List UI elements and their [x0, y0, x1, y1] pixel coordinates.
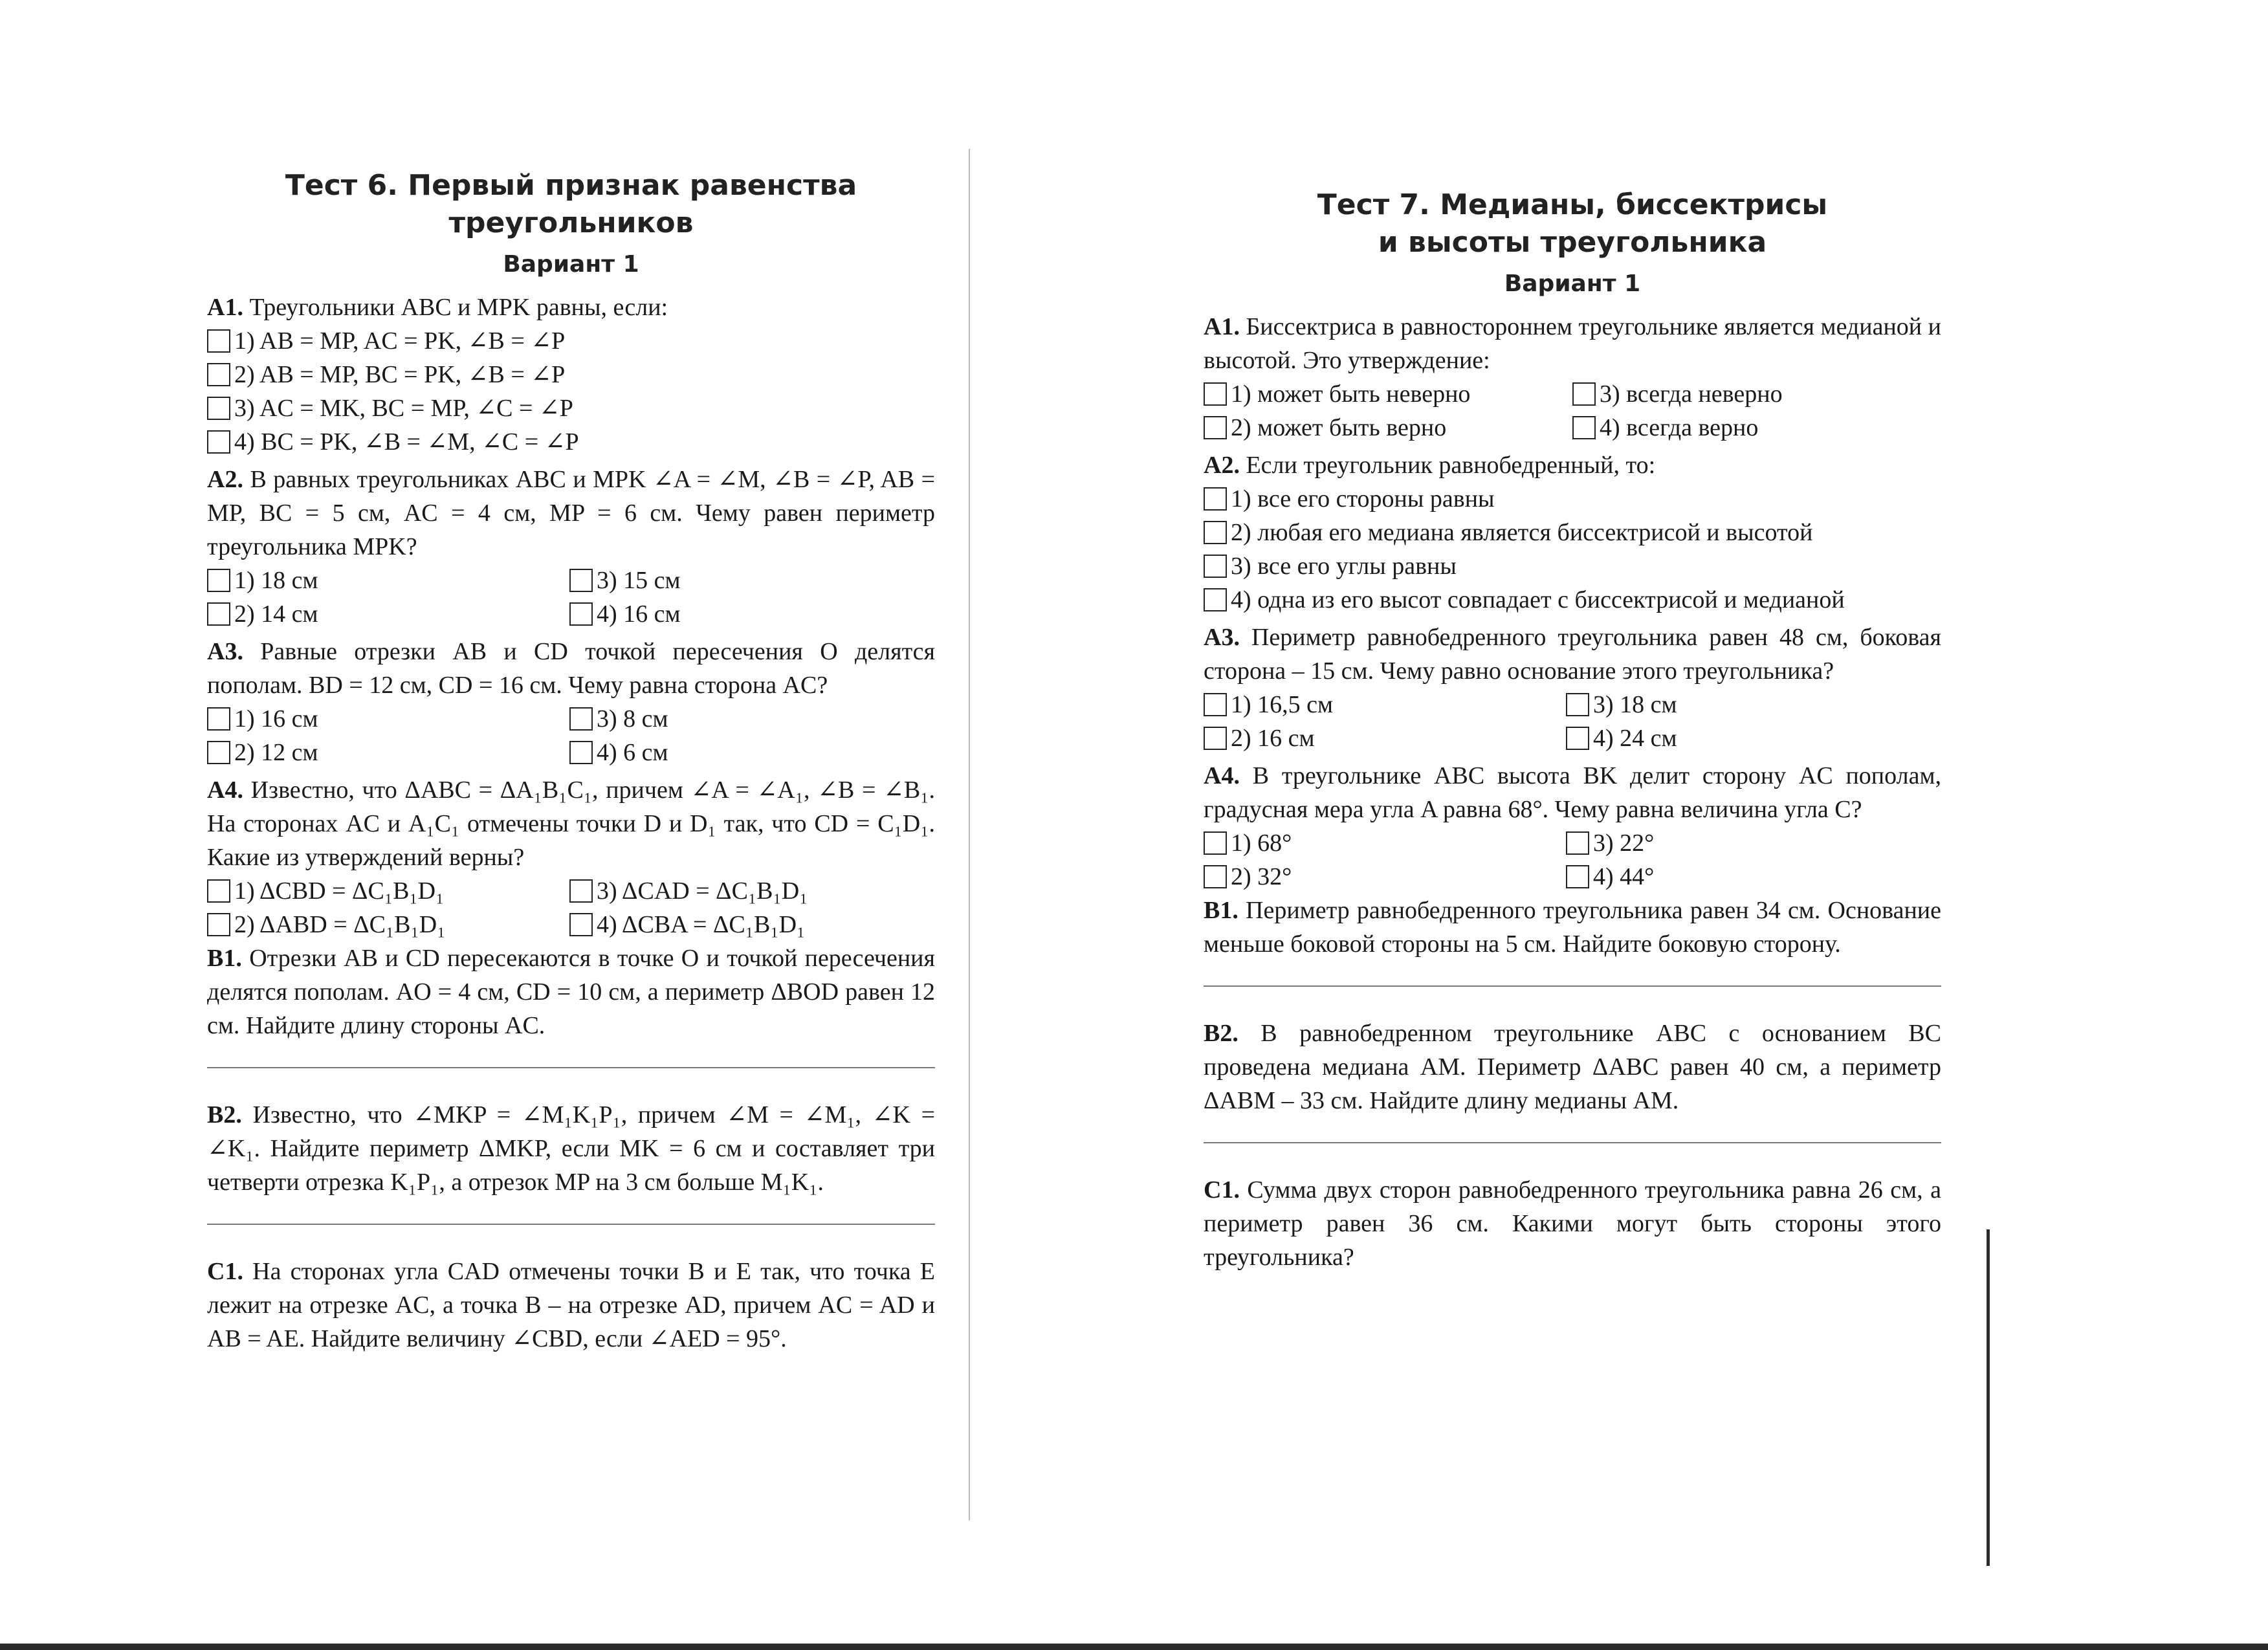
task-label: А2. — [1204, 452, 1240, 479]
task-label: В1. — [207, 945, 242, 972]
option[interactable] — [207, 702, 569, 736]
option-label: 3) все его углы равны — [1231, 553, 1457, 580]
option-label: 3) 8 см — [597, 705, 668, 732]
option[interactable] — [1566, 826, 1928, 860]
option-label: 3) 18 см — [1593, 691, 1677, 718]
answer-line[interactable] — [207, 1067, 935, 1068]
option[interactable] — [207, 358, 935, 391]
checkbox[interactable] — [1204, 521, 1227, 544]
checkbox[interactable] — [1204, 727, 1227, 750]
checkbox[interactable] — [1566, 693, 1589, 716]
task-text: Биссектриса в равностороннем треугольнике является медианой и высотой. Это утверждение: — [1204, 313, 1941, 374]
right-page — [1204, 186, 1941, 1274]
checkbox[interactable] — [1572, 382, 1596, 406]
option-label: 3) 15 см — [597, 567, 681, 594]
option[interactable] — [1204, 688, 1566, 721]
option-label: 3) AC = MK, BC = MP, ∠C = ∠P — [234, 395, 573, 422]
checkbox[interactable] — [1204, 487, 1227, 511]
option[interactable] — [569, 874, 932, 908]
checkbox[interactable] — [1204, 865, 1227, 888]
option[interactable] — [207, 425, 935, 459]
option-label: 1) AB = MP, AC = PK, ∠B = ∠P — [234, 327, 566, 355]
checkbox[interactable] — [1566, 727, 1589, 750]
checkbox[interactable] — [1204, 588, 1227, 611]
right-variant: Вариант 1 — [1504, 270, 1641, 297]
option-label: 4) BC = PK, ∠B = ∠M, ∠C = ∠P — [234, 428, 579, 456]
left-task-c1 — [207, 1255, 935, 1356]
left-task-b2 — [207, 1098, 935, 1199]
option[interactable] — [569, 908, 932, 941]
option-label: 4) 44° — [1593, 863, 1655, 890]
checkbox[interactable] — [569, 569, 593, 592]
option[interactable] — [569, 702, 932, 736]
task-label: А2. — [207, 466, 243, 493]
task-label: В2. — [207, 1101, 242, 1128]
right-task-c1 — [1204, 1173, 1941, 1274]
option-label: 2) 12 см — [234, 739, 318, 766]
left-title-line1: Тест 6. Первый признак равенства — [285, 169, 857, 202]
task-text: Периметр равнобедренного треугольника равен 48 см, боковая сторона – 15 см. Чему равно основание этого треугольника? — [1204, 624, 1941, 685]
task-text: Отрезки AB и CD пересекаются в точке O и точкой пересечения делятся пополам. AO = 4 см, CD = 10 см, а периметр ΔBOD равен 12 см. Найдите длину стороны AC. — [207, 945, 936, 1039]
checkbox[interactable] — [207, 430, 230, 454]
right-task-b2 — [1204, 1017, 1941, 1117]
option-label: 2) 14 см — [234, 600, 318, 628]
option-label: 1) 16,5 см — [1231, 691, 1334, 718]
checkbox[interactable] — [207, 363, 230, 386]
left-task-b1 — [207, 941, 935, 1042]
checkbox[interactable] — [207, 879, 230, 903]
checkbox[interactable] — [1566, 831, 1589, 855]
task-label: А3. — [1204, 624, 1240, 651]
right-task-a2 — [1204, 448, 1941, 617]
checkbox[interactable] — [207, 569, 230, 592]
task-text: Равные отрезки AB и CD точкой пересечения O делятся пополам. BD = 12 см, CD = 16 см. Чему равна сторона AC? — [207, 638, 935, 699]
option[interactable] — [207, 391, 935, 425]
task-text: На сторонах угла CAD отмечены точки B и E так, что точка E лежит на отрезке AC, а точка B – на отрезке AD, причем AC = AD и AB = AE. Найдите величину ∠CBD, если ∠AED = 95°. — [207, 1258, 936, 1352]
option-label: 2) 32° — [1231, 863, 1292, 890]
left-title — [207, 167, 935, 242]
checkbox[interactable] — [569, 913, 593, 936]
option-label: 1) все его стороны равны — [1231, 485, 1495, 512]
page-fold-line — [969, 149, 970, 1521]
option[interactable] — [1204, 826, 1566, 860]
option[interactable] — [207, 564, 569, 597]
option-label: 4) всегда верно — [1600, 414, 1759, 441]
option-label: 2) любая его медиана является биссектрисой и высотой — [1231, 519, 1813, 546]
option-label: 3) всегда неверно — [1600, 380, 1783, 408]
checkbox[interactable] — [207, 329, 230, 353]
task-label: С1. — [1204, 1176, 1240, 1204]
checkbox[interactable] — [1204, 555, 1227, 578]
checkbox[interactable] — [207, 913, 230, 936]
task-label: А1. — [1204, 313, 1240, 340]
checkbox[interactable] — [207, 741, 230, 764]
task-label: А4. — [207, 776, 243, 804]
option[interactable] — [207, 736, 569, 769]
checkbox[interactable] — [1566, 865, 1589, 888]
option-label: 2) AB = MP, BC = PK, ∠B = ∠P — [234, 361, 566, 388]
option[interactable] — [1204, 721, 1566, 755]
answer-line[interactable] — [1204, 1142, 1941, 1143]
task-text: Сумма двух сторон равнобедренного треугольника равна 26 см, а периметр равен 36 см. Какими могут быть стороны этого треугольника? — [1204, 1176, 1942, 1271]
option-label: 1) 68° — [1231, 830, 1292, 857]
option[interactable] — [207, 597, 569, 631]
checkbox[interactable] — [569, 707, 593, 731]
task-label: А1. — [207, 294, 243, 321]
checkbox[interactable] — [569, 879, 593, 903]
checkbox[interactable] — [569, 602, 593, 626]
checkbox[interactable] — [207, 707, 230, 731]
right-task-b1 — [1204, 894, 1941, 961]
option[interactable] — [1566, 721, 1928, 755]
option-label: 1) может быть неверно — [1231, 380, 1471, 408]
option[interactable] — [1204, 549, 1941, 583]
task-label: А3. — [207, 638, 243, 665]
answer-line[interactable] — [1204, 985, 1941, 987]
option[interactable] — [1204, 516, 1941, 549]
option[interactable] — [207, 324, 935, 358]
task-text: Если треугольник равнобедренный, то: — [1246, 452, 1656, 479]
option[interactable] — [1572, 411, 1922, 445]
checkbox[interactable] — [1204, 693, 1227, 716]
task-text: Известно, что ∠MKP = ∠M₁K₁P₁, причем ∠M = ∠M₁, ∠K = ∠K₁. Найдите периметр ΔMKP, если MK = 6 см и составляет три четверти отрезка K₁P₁, а отрезок MP на 3 см больше M₁K₁. — [207, 1101, 936, 1196]
option-label: 2) 16 см — [1231, 725, 1315, 752]
right-task-a4 — [1204, 759, 1941, 894]
task-text: Известно, что ΔABC = ΔA₁B₁C₁, причем ∠A = ∠A₁, ∠B = ∠B₁. На сторонах AC и A₁C₁ отмечены точки D и D₁ так, что CD = C₁D₁. Какие из утверждений верны? — [207, 776, 936, 871]
checkbox[interactable] — [1204, 831, 1227, 855]
option[interactable] — [207, 908, 569, 941]
checkbox[interactable] — [1204, 382, 1227, 406]
option-label: 2) может быть верно — [1231, 414, 1447, 441]
answer-line[interactable] — [207, 1224, 935, 1225]
option[interactable] — [1204, 482, 1941, 516]
task-text: Треугольники ABC и MPK равны, если: — [249, 294, 668, 321]
right-title-line2: и высоты треугольника — [1378, 226, 1767, 259]
option-label: 1) 16 см — [234, 705, 318, 732]
task-label: В1. — [1204, 897, 1239, 924]
task-text: В треугольнике ABC высота BK делит сторону AC пополам, градусная мера угла A равна 68°. Чему равна величина угла C? — [1204, 762, 1941, 823]
option[interactable] — [569, 736, 932, 769]
option[interactable] — [569, 597, 932, 631]
option[interactable] — [1204, 860, 1566, 894]
option-label: 4) одна из его высот совпадает с биссектрисой и медианой — [1231, 586, 1845, 613]
right-margin-line — [1987, 1229, 1990, 1566]
task-text: Периметр равнобедренного треугольника равен 34 см. Основание меньше боковой стороны на 5 см. Найдите боковую сторону. — [1204, 897, 1942, 958]
left-task-a1 — [207, 291, 935, 459]
left-task-a2 — [207, 463, 935, 631]
right-task-a1 — [1204, 310, 1941, 445]
checkbox[interactable] — [1572, 416, 1596, 439]
task-label: С1. — [207, 1258, 243, 1285]
right-title-line1: Тест 7. Медианы, биссектрисы — [1317, 188, 1828, 221]
left-page — [207, 167, 935, 1356]
option-label: 2) ΔABD = ΔC₁B₁D₁ — [234, 911, 446, 938]
option[interactable] — [1204, 583, 1941, 617]
option-label: 4) 16 см — [597, 600, 681, 628]
task-label: А4. — [1204, 762, 1240, 789]
checkbox[interactable] — [207, 602, 230, 626]
option[interactable] — [1572, 377, 1922, 411]
option[interactable] — [207, 874, 569, 908]
left-variant: Вариант 1 — [503, 251, 639, 278]
option-label: 4) 24 см — [1593, 725, 1677, 752]
right-task-a3 — [1204, 621, 1941, 755]
option[interactable] — [1566, 688, 1928, 721]
option-label: 1) 18 см — [234, 567, 318, 594]
left-task-a3 — [207, 635, 935, 769]
task-text: В равнобедренном треугольнике ABC с основанием BC проведена медиана AM. Периметр ΔABC равен 40 см, а периметр ΔABM – 33 см. Найдите длину медианы AM. — [1204, 1020, 1942, 1114]
option[interactable] — [569, 564, 932, 597]
option[interactable] — [1204, 377, 1572, 411]
task-text: В равных треугольниках ABC и MPK ∠A = ∠M, ∠B = ∠P, AB = MP, BC = 5 см, AC = 4 см, MP = 6 см. Чему равен периметр треугольника MPK? — [207, 466, 936, 560]
left-title-line2: треугольников — [448, 206, 694, 239]
option-label: 4) ΔCBA = ΔC₁B₁D₁ — [597, 911, 806, 938]
option[interactable] — [1204, 411, 1572, 445]
checkbox[interactable] — [569, 741, 593, 764]
option-label: 1) ΔCBD = ΔC₁B₁D₁ — [234, 877, 445, 905]
option-label: 4) 6 см — [597, 739, 668, 766]
scan-edge-line — [0, 1644, 2268, 1650]
option-label: 3) ΔCAD = ΔC₁B₁D₁ — [597, 877, 808, 905]
task-label: В2. — [1204, 1020, 1239, 1047]
checkbox[interactable] — [207, 397, 230, 420]
right-title — [1204, 186, 1941, 261]
checkbox[interactable] — [1204, 416, 1227, 439]
option-label: 3) 22° — [1593, 830, 1655, 857]
left-task-a4 — [207, 773, 935, 941]
option[interactable] — [1566, 860, 1928, 894]
